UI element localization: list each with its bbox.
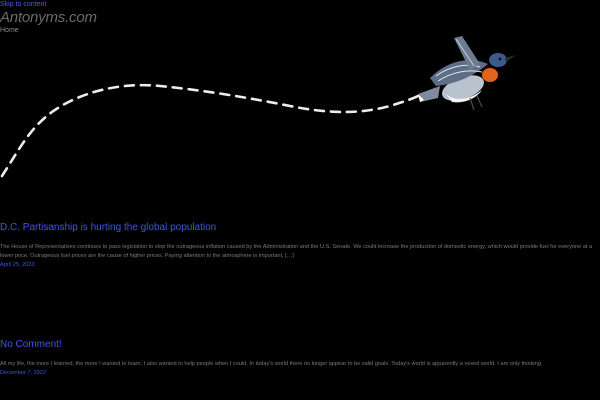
post-article xyxy=(0,338,600,377)
bird-icon xyxy=(418,36,516,110)
nav-home-link[interactable]: Home xyxy=(0,27,19,34)
flight-path xyxy=(2,85,418,176)
skip-to-content-link[interactable]: Skip to content xyxy=(0,1,47,8)
post-article xyxy=(0,221,600,269)
site-title[interactable]: Antonyms.com xyxy=(0,9,97,26)
post-excerpt: The House of Representatives continues to pass legislation to stop the outrageous inflation caused by the Administration and the U.S. Senate. We could increase the production of domestic energy, which would provide fuel for everyone at a lower price. Outrageous fuel prices are the cause of higher prices. Paying attention to the atmosphere is important, […] xyxy=(0,244,593,259)
post-title-link[interactable]: D.C. Partisanship is hurting the global population xyxy=(0,222,217,233)
post-date-link[interactable]: December 7, 2022 xyxy=(0,370,47,376)
post-excerpt: All my life, the more I learned, the more I wanted to learn. I also wanted to help people when I could. In today's world there no longer appear to be valid goals. Today's world is apparently a vexed world. I am only thinking. xyxy=(0,361,543,367)
post-title-link[interactable]: No Comment! xyxy=(0,339,62,350)
post-date-link[interactable]: April 25, 2023 xyxy=(0,262,35,268)
hero-illustration xyxy=(0,30,530,190)
